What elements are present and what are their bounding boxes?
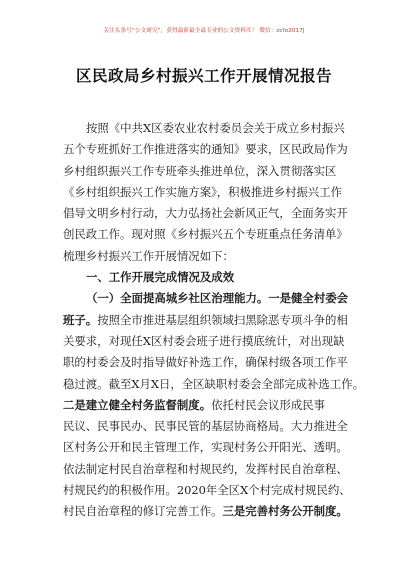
paragraph-line: 职的村委会及时指导做好补选工作，确保村级各项工作平: [63, 355, 348, 370]
paragraph-line: 倡导文明乡村行动，大力弘扬社会新风正气，全面务实开: [63, 206, 348, 221]
header-banner: 关注头条号“公文研究”，获得最新最全最专业的公文资料库！ 微信：zcfo2017J: [103, 28, 305, 34]
paragraph-fragment: 依托村民会议形成民事: [211, 397, 326, 412]
paragraph-line: 民议、民事民办、民事民管的基层协商格局。大力推进全: [63, 419, 348, 434]
paragraph-fragment: 按照全市推进基层组织领域扫黑除恶专项斗争的相: [97, 312, 348, 327]
paragraph-line: 稳过渡。截至X月X日，全区缺职村委会全部完成补选工作。: [63, 376, 364, 391]
bold-heading-fragment: 二是建立健全村务监督制度。: [63, 397, 212, 412]
paragraph-line: 乡村组织振兴工作专班牵头推进单位，深入贯彻落实区: [63, 163, 337, 178]
paragraph-line: 按照《中共X区委农业农村委员会关于成立乡村振兴: [86, 121, 345, 135]
bold-heading-fragment: 三是完善村务公开制度。: [222, 504, 348, 519]
paragraph-line: 村规民约的积极作用。2020年全区X个村完成村规民约、: [63, 483, 351, 498]
paragraph-line: [63, 395, 353, 416]
document-title: 区民政局乡村振兴工作开展情况报告: [75, 67, 332, 85]
paragraph-line: 五个专班抓好工作推进落实的通知》要求，区民政局作为: [63, 142, 348, 157]
section-heading: 一、工作开展完成情况及成效: [86, 270, 235, 285]
paragraph-line: [63, 310, 353, 331]
paragraph-line: 关要求，对现任X区村委会班子进行摸底统计，对出现缺: [63, 333, 345, 348]
paragraph-line: 依法制定村民自治章程和村规民约，发挥村民自治章程、: [63, 461, 348, 476]
subsection-heading: （一）全面提高城乡社区治理能力。一是健全村委会: [86, 291, 348, 306]
paragraph-line: 区村务公开和民主管理工作，实现村务公开阳光、透明。: [63, 440, 348, 455]
document-body: [63, 118, 364, 523]
bold-heading-fragment: 班子。: [63, 312, 98, 327]
paragraph-line: [63, 501, 353, 522]
paragraph-line: 梳理乡村振兴工作开展情况如下：: [63, 248, 234, 263]
paragraph-fragment: 村民自治章程的修订完善工作。: [63, 504, 223, 519]
paragraph-line: 《乡村组织振兴工作实施方案》，积极推进乡村振兴工作: [63, 184, 343, 199]
paragraph-line: 创民政工作。现对照《乡村振兴五个专班重点任务清单》: [63, 227, 348, 242]
